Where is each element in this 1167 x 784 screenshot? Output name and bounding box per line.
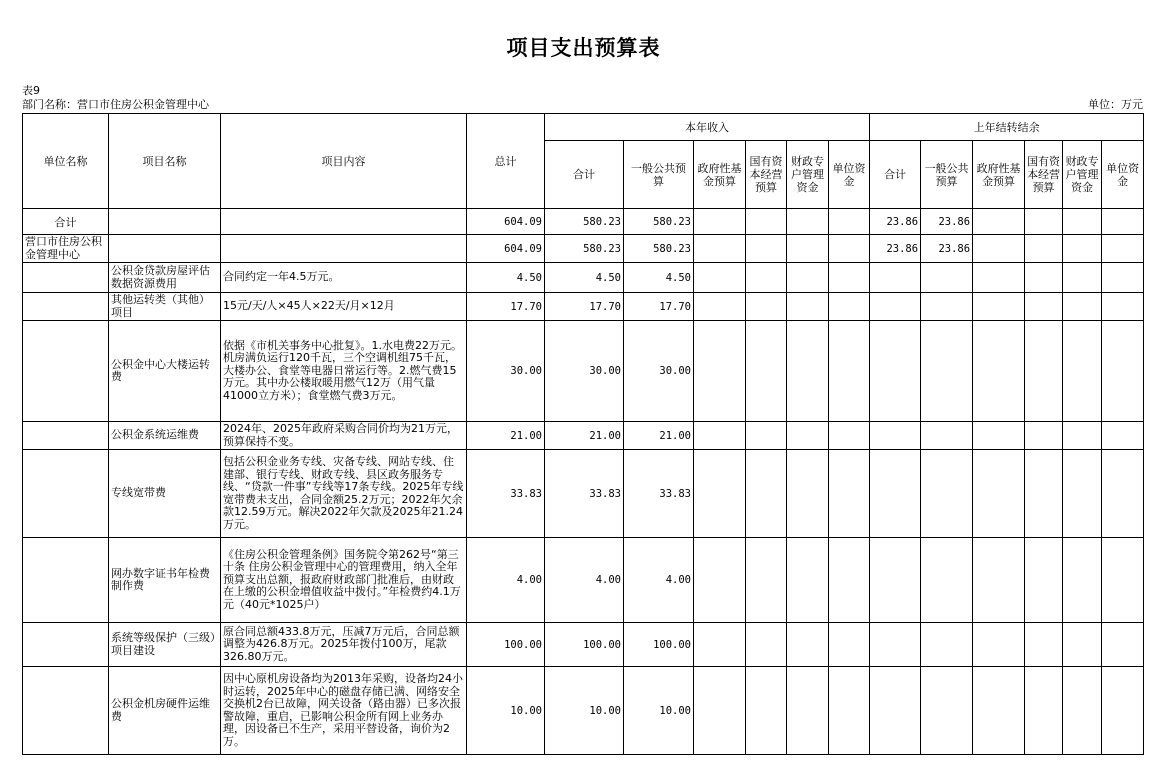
header-income-special-mgmt: 财政专户管理资金 (787, 141, 829, 209)
table-row (23, 538, 1144, 623)
header-prev-total: 合计 (870, 141, 921, 209)
cell-income-general: 30.00 (624, 321, 694, 422)
table-row (23, 293, 1144, 321)
cell-project-name: 网办数字证书年检费制作费 (109, 538, 221, 623)
cell-project-name: 系统等级保护（三级）项目建设 (109, 623, 221, 667)
cell-unit (23, 321, 109, 422)
table-row (23, 450, 1144, 538)
header-project-content: 项目内容 (221, 114, 467, 209)
cell-income-general: 100.00 (624, 623, 694, 667)
table-row (23, 623, 1144, 667)
cell-income-total: 4.00 (545, 538, 624, 623)
header-prev-special-mgmt: 财政专户管理资金 (1063, 141, 1102, 209)
cell-unit (23, 450, 109, 538)
cell-income-total: 17.70 (545, 293, 624, 321)
header-prev-general: 一般公共预算 (921, 141, 973, 209)
cell-prev-total: 23.86 (870, 235, 921, 263)
header-income-unit-funds: 单位资金 (829, 141, 870, 209)
header-prev-state-capital: 国有资本经营预算 (1025, 141, 1063, 209)
cell-income-total: 100.00 (545, 623, 624, 667)
cell-unit: 营口市住房公积金管理中心 (23, 235, 109, 263)
cell-unit: 合计 (23, 209, 109, 235)
cell-income-total: 33.83 (545, 450, 624, 538)
cell-income-general: 33.83 (624, 450, 694, 538)
header-unit-name: 单位名称 (23, 114, 109, 209)
cell-project-name: 公积金中心大楼运转费 (109, 321, 221, 422)
cell-prev-general: 23.86 (921, 235, 973, 263)
cell-project-name: 公积金系统运维费 (109, 422, 221, 450)
cell-project-content: 包括公积金业务专线、灾备专线、网站专线、住建部、银行专线、财政专线、县区政务服务专线、“贷款一件事”专线等17条专线。2025年专线宽带费未支出，合同金额25.2万元；2022年欠余款12.59万元。解决2022年欠款及2025年21.24万元。 (221, 450, 467, 538)
cell-income-total: 580.23 (545, 209, 624, 235)
table-row (23, 422, 1144, 450)
cell-total: 604.09 (467, 235, 545, 263)
cell-income-total: 4.50 (545, 263, 624, 293)
cell-project-content: 2024年、2025年政府采购合同价均为21万元，预算保持不变。 (221, 422, 467, 450)
table-row (23, 667, 1144, 755)
cell-unit (23, 263, 109, 293)
cell-unit (23, 538, 109, 623)
cell-total: 17.70 (467, 293, 545, 321)
header-income-gov-fund: 政府性基金预算 (694, 141, 746, 209)
cell-income-general: 4.50 (624, 263, 694, 293)
cell-project-name (109, 209, 221, 235)
table-row (23, 321, 1144, 422)
cell-project-name: 公积金贷款房屋评估数据资源费用 (109, 263, 221, 293)
unit-label: 单位：万元 (1088, 98, 1143, 111)
cell-total: 21.00 (467, 422, 545, 450)
cell-income-general: 4.00 (624, 538, 694, 623)
header-prev-balance: 上年结转结余 (870, 114, 1144, 141)
cell-total: 100.00 (467, 623, 545, 667)
cell-unit (23, 293, 109, 321)
cell-total: 604.09 (467, 209, 545, 235)
cell-project-content: 合同约定一年4.5万元。 (221, 263, 467, 293)
cell-project-content (221, 209, 467, 235)
cell-project-content: 依据《市机关事务中心批复》。1.水电费22万元。机房满负运行120千瓦，三个空调机组75千瓦，大楼办公、食堂等电器日常运行等。2.燃气费15万元。其中办公楼取暖用燃气12万（用气量41000立方米）；食堂燃气费3万元。 (221, 321, 467, 422)
cell-unit (23, 667, 109, 755)
cell-income-general: 17.70 (624, 293, 694, 321)
cell-project-content: 原合同总额433.8万元，压减7万元后，合同总额调整为426.8万元。2025年拨付100万，尾款326.80万元。 (221, 623, 467, 667)
cell-project-name: 公积金机房硬件运维费 (109, 667, 221, 755)
cell-prev-general: 23.86 (921, 209, 973, 235)
cell-total: 4.00 (467, 538, 545, 623)
header-income-general: 一般公共预算 (624, 141, 694, 209)
cell-income-general: 580.23 (624, 235, 694, 263)
header-current-income: 本年收入 (545, 114, 870, 141)
cell-income-total: 580.23 (545, 235, 624, 263)
cell-project-name (109, 235, 221, 263)
cell-total: 30.00 (467, 321, 545, 422)
cell-income-general: 580.23 (624, 209, 694, 235)
table-row (23, 209, 1144, 235)
header-prev-gov-fund: 政府性基金预算 (973, 141, 1025, 209)
header-income-state-capital: 国有资本经营预算 (746, 141, 787, 209)
cell-income-total: 10.00 (545, 667, 624, 755)
cell-prev-total: 23.86 (870, 209, 921, 235)
cell-unit (23, 623, 109, 667)
header-prev-unit-funds: 单位资金 (1102, 141, 1144, 209)
cell-project-content: 15元/天/人×45人×22天/月×12月 (221, 293, 467, 321)
cell-income-general: 21.00 (624, 422, 694, 450)
cell-income-general: 10.00 (624, 667, 694, 755)
table-number: 表9 (22, 84, 40, 97)
cell-total: 33.83 (467, 450, 545, 538)
header-income-total: 合计 (545, 141, 624, 209)
cell-total: 4.50 (467, 263, 545, 293)
table-row (23, 263, 1144, 293)
cell-income-total: 21.00 (545, 422, 624, 450)
cell-project-content: 《住房公积金管理条例》国务院令第262号“第三十条 住房公积金管理中心的管理费用，纳入全年预算支出总额，报政府财政部门批准后，由财政在上缴的公积金增值收益中拨付。”年检费约4.1万元（40元*1025户） (221, 538, 467, 623)
department-name: 部门名称：营口市住房公积金管理中心 (22, 98, 209, 111)
cell-income-total: 30.00 (545, 321, 624, 422)
budget-table (22, 113, 1144, 755)
header-total: 总计 (467, 114, 545, 209)
cell-unit (23, 422, 109, 450)
table-row (23, 235, 1144, 263)
cell-project-name: 专线宽带费 (109, 450, 221, 538)
header-project-name: 项目名称 (109, 114, 221, 209)
cell-project-name: 其他运转类（其他）项目 (109, 293, 221, 321)
cell-total: 10.00 (467, 667, 545, 755)
cell-project-content (221, 235, 467, 263)
cell-project-content: 因中心原机房设备均为2013年采购，设备均24小时运转，2025年中心的磁盘存储已满、网络安全交换机2台已故障，网关设备（路由器）已多次报警故障，重启，已影响公积金所有网上业务办理，因设备已不生产，采用平替设备，询价为2万。 (221, 667, 467, 755)
page-title: 项目支出预算表 (506, 35, 661, 60)
